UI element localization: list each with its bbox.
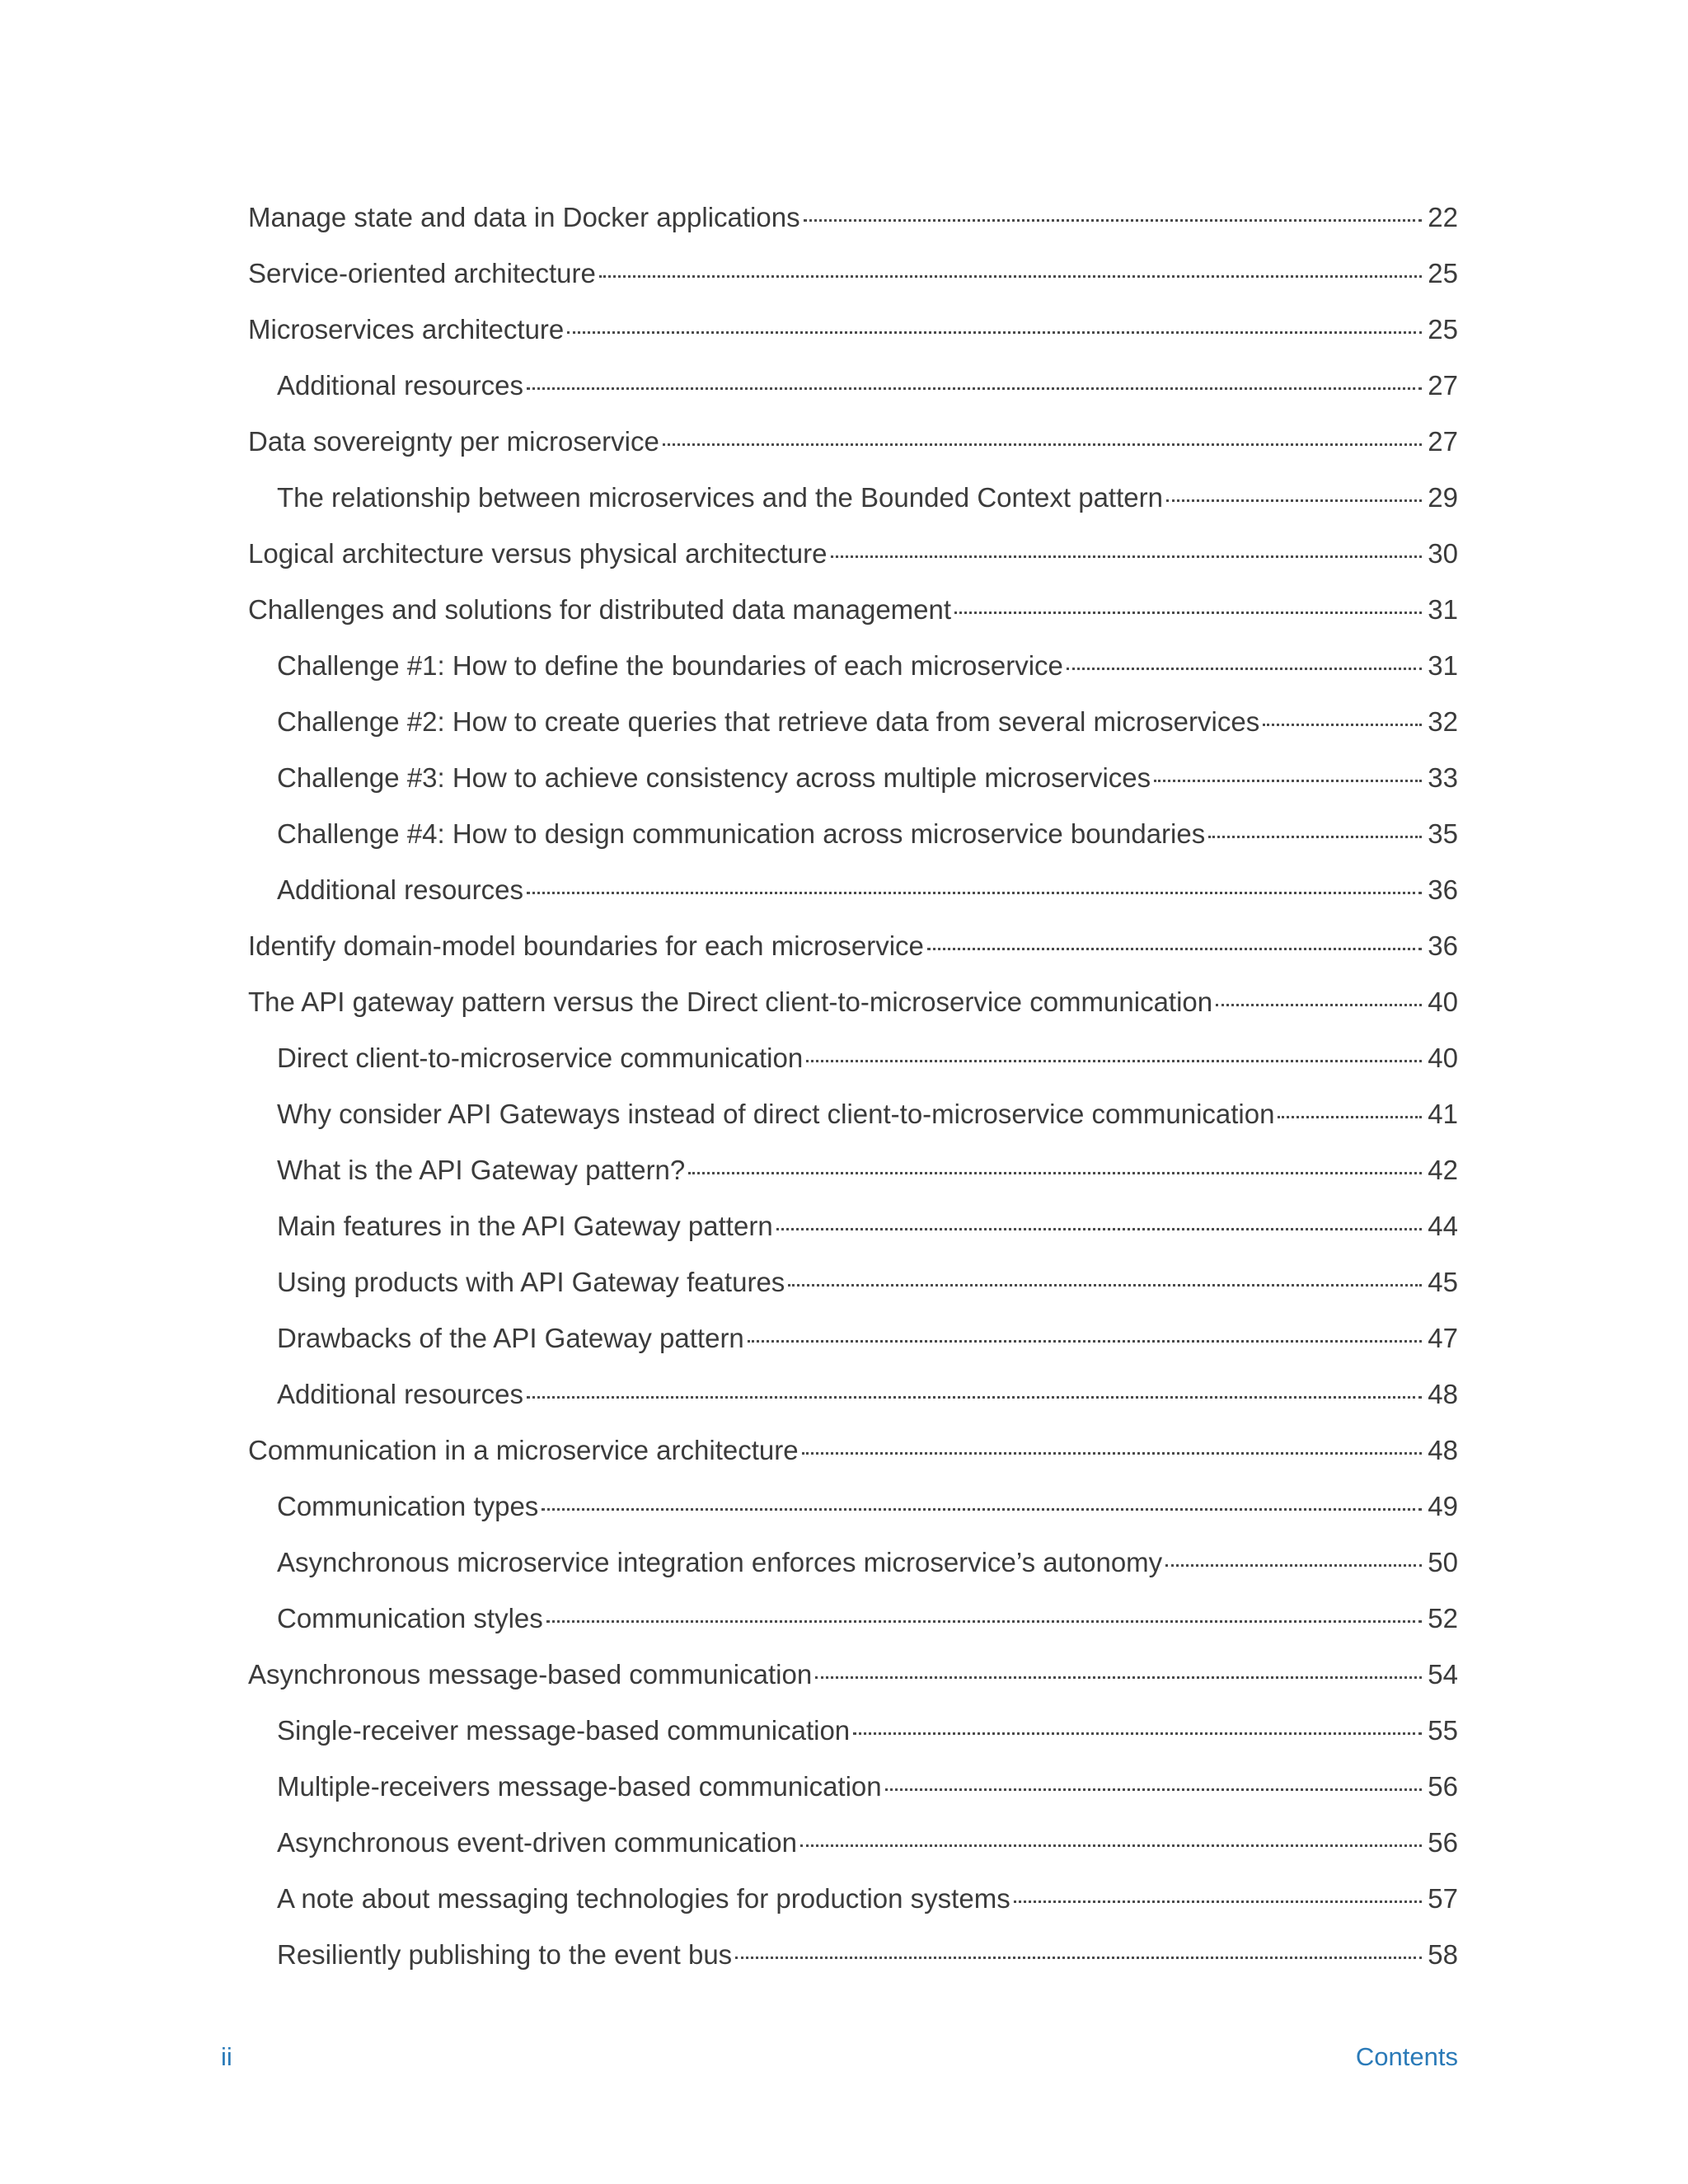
toc-entry-page-number: 48 (1428, 1435, 1458, 1465)
toc-entry-title: Using products with API Gateway features (277, 1267, 785, 1297)
toc-entry[interactable] (248, 1315, 1458, 1371)
toc-entry[interactable] (248, 1652, 1458, 1708)
toc-entry-title: Communication styles (277, 1603, 543, 1633)
toc-entry-page-number: 32 (1428, 706, 1458, 737)
toc-entry-page-number: 47 (1428, 1323, 1458, 1353)
footer-section-title: Contents (1355, 2042, 1458, 2071)
footer-page-number: ii (221, 2042, 232, 2071)
toc-entry[interactable] (248, 1708, 1458, 1764)
toc-entry[interactable] (248, 1932, 1458, 1988)
toc-entry-title: Multiple-receivers message-based communication (277, 1771, 882, 1802)
toc-entry[interactable] (248, 979, 1458, 1035)
toc-entry[interactable] (248, 1483, 1458, 1540)
toc-entry-page-number: 29 (1428, 482, 1458, 513)
toc-entry-page-number: 56 (1428, 1827, 1458, 1858)
toc-entry[interactable] (248, 251, 1458, 307)
toc-entry-title: Communication in a microservice architecture (248, 1435, 799, 1465)
toc-entry[interactable] (248, 587, 1458, 643)
toc-entry[interactable] (248, 867, 1458, 923)
dot-leader (806, 1060, 1422, 1062)
toc-entry-page-number: 31 (1428, 650, 1458, 681)
toc-entry-title: Manage state and data in Docker applications (248, 202, 800, 232)
dot-leader (853, 1732, 1422, 1735)
toc-entry-title: The API gateway pattern versus the Direct client-to-microservice communication (248, 987, 1213, 1017)
toc-entry-title: Service-oriented architecture (248, 258, 596, 288)
toc-entry-page-number: 48 (1428, 1379, 1458, 1409)
toc-entry-page-number: 27 (1428, 370, 1458, 401)
dot-leader (1263, 724, 1422, 726)
toc-entry-title: Microservices architecture (248, 314, 565, 344)
toc-entry-title: What is the API Gateway pattern? (277, 1155, 686, 1185)
toc-entry-title: Logical architecture versus physical architecture (248, 538, 828, 569)
toc-entry[interactable] (248, 1091, 1458, 1147)
dot-leader (804, 219, 1422, 222)
dot-leader (748, 1340, 1422, 1343)
dot-leader (527, 1396, 1422, 1399)
table-of-contents (248, 194, 1458, 1988)
toc-entry-title: Challenge #4: How to design communication across microservice boundaries (277, 818, 1206, 849)
toc-entry-title: Data sovereignty per microservice (248, 426, 659, 457)
dot-leader (542, 1508, 1422, 1511)
toc-entry[interactable] (248, 1427, 1458, 1483)
toc-entry[interactable] (248, 1147, 1458, 1203)
toc-entry[interactable] (248, 1203, 1458, 1259)
dot-leader (1014, 1900, 1422, 1903)
dot-leader (776, 1228, 1422, 1230)
dot-leader (663, 443, 1422, 446)
toc-entry-title: Challenge #3: How to achieve consistency across multiple microservices (277, 762, 1151, 793)
dot-leader (735, 1957, 1422, 1959)
toc-entry-page-number: 44 (1428, 1211, 1458, 1241)
toc-entry-title: Resiliently publishing to the event bus (277, 1939, 733, 1970)
toc-entry[interactable] (248, 363, 1458, 419)
toc-entry-page-number: 27 (1428, 426, 1458, 457)
toc-entry-page-number: 56 (1428, 1771, 1458, 1802)
dot-leader (1154, 780, 1422, 782)
toc-entry[interactable] (248, 531, 1458, 587)
dot-leader (885, 1788, 1422, 1791)
dot-leader (527, 387, 1422, 390)
toc-entry-page-number: 31 (1428, 594, 1458, 625)
dot-leader (1165, 1564, 1422, 1567)
toc-entry-page-number: 30 (1428, 538, 1458, 569)
toc-entry-title: Main features in the API Gateway pattern (277, 1211, 773, 1241)
dot-leader (546, 1620, 1422, 1623)
toc-entry-page-number: 25 (1428, 314, 1458, 344)
toc-entry-title: Communication types (277, 1491, 539, 1521)
toc-entry-page-number: 36 (1428, 930, 1458, 961)
dot-leader (1166, 499, 1422, 502)
dot-leader (802, 1452, 1422, 1455)
toc-entry-title: Direct client-to-microservice communication (277, 1043, 804, 1073)
toc-entry-page-number: 50 (1428, 1547, 1458, 1577)
toc-entry[interactable] (248, 1035, 1458, 1091)
dot-leader (831, 555, 1423, 558)
toc-entry-title: Challenges and solutions for distributed data management (248, 594, 952, 625)
dot-leader (815, 1676, 1422, 1679)
toc-entry-page-number: 36 (1428, 874, 1458, 905)
toc-entry[interactable] (248, 1596, 1458, 1652)
toc-entry-title: Drawbacks of the API Gateway pattern (277, 1323, 744, 1353)
toc-entry-page-number: 22 (1428, 202, 1458, 232)
toc-entry-title: Single-receiver message-based communication (277, 1715, 851, 1746)
toc-entry[interactable] (248, 1876, 1458, 1932)
toc-entry-title: Challenge #2: How to create queries that retrieve data from several microservices (277, 706, 1260, 737)
toc-entry-page-number: 33 (1428, 762, 1458, 793)
toc-entry[interactable] (248, 923, 1458, 979)
toc-entry-page-number: 52 (1428, 1603, 1458, 1633)
toc-entry-title: Identify domain-model boundaries for each microservice (248, 930, 924, 961)
toc-entry-title: Additional resources (277, 874, 523, 905)
toc-entry-page-number: 45 (1428, 1267, 1458, 1297)
toc-entry-title: Why consider API Gateways instead of direct client-to-microservice communication (277, 1099, 1275, 1129)
toc-entry[interactable] (248, 475, 1458, 531)
toc-entry[interactable] (248, 1259, 1458, 1315)
toc-entry-page-number: 57 (1428, 1883, 1458, 1914)
dot-leader (527, 892, 1422, 894)
toc-entry-page-number: 58 (1428, 1939, 1458, 1970)
dot-leader (788, 1284, 1422, 1286)
toc-entry-page-number: 40 (1428, 1043, 1458, 1073)
toc-entry[interactable] (248, 755, 1458, 811)
toc-entry[interactable] (248, 699, 1458, 755)
dot-leader (800, 1844, 1422, 1847)
toc-entry-title: Asynchronous event-driven communication (277, 1827, 797, 1858)
toc-entry-page-number: 49 (1428, 1491, 1458, 1521)
toc-entry-page-number: 25 (1428, 258, 1458, 288)
toc-entry-title: Additional resources (277, 370, 523, 401)
toc-entry-title: The relationship between microservices and the Bounded Context pattern (277, 482, 1163, 513)
toc-entry[interactable] (248, 1540, 1458, 1596)
toc-entry[interactable] (248, 1371, 1458, 1427)
dot-leader (567, 331, 1422, 334)
dot-leader (1208, 836, 1422, 838)
dot-leader (927, 948, 1422, 950)
toc-entry-page-number: 54 (1428, 1659, 1458, 1690)
toc-entry[interactable] (248, 1820, 1458, 1876)
dot-leader (1067, 668, 1422, 670)
toc-entry-page-number: 42 (1428, 1155, 1458, 1185)
toc-entry-page-number: 55 (1428, 1715, 1458, 1746)
toc-entry-title: A note about messaging technologies for production systems (277, 1883, 1010, 1914)
dot-leader (688, 1172, 1422, 1174)
dot-leader (1278, 1116, 1422, 1118)
toc-entry[interactable] (248, 643, 1458, 699)
toc-entry[interactable] (248, 194, 1458, 251)
toc-entry-title: Challenge #1: How to define the boundaries of each microservice (277, 650, 1063, 681)
toc-entry-page-number: 40 (1428, 987, 1458, 1017)
toc-entry-title: Asynchronous microservice integration enforces microservice’s autonomy (277, 1547, 1163, 1577)
toc-entry-page-number: 35 (1428, 818, 1458, 849)
dot-leader (599, 275, 1422, 278)
toc-entry-title: Additional resources (277, 1379, 523, 1409)
toc-entry-page-number: 41 (1428, 1099, 1458, 1129)
toc-entry-title: Asynchronous message-based communication (248, 1659, 813, 1690)
toc-entry[interactable] (248, 811, 1458, 867)
dot-leader (1216, 1004, 1422, 1006)
toc-entry[interactable] (248, 419, 1458, 475)
toc-entry[interactable] (248, 307, 1458, 363)
toc-entry[interactable] (248, 1764, 1458, 1820)
dot-leader (954, 612, 1422, 614)
